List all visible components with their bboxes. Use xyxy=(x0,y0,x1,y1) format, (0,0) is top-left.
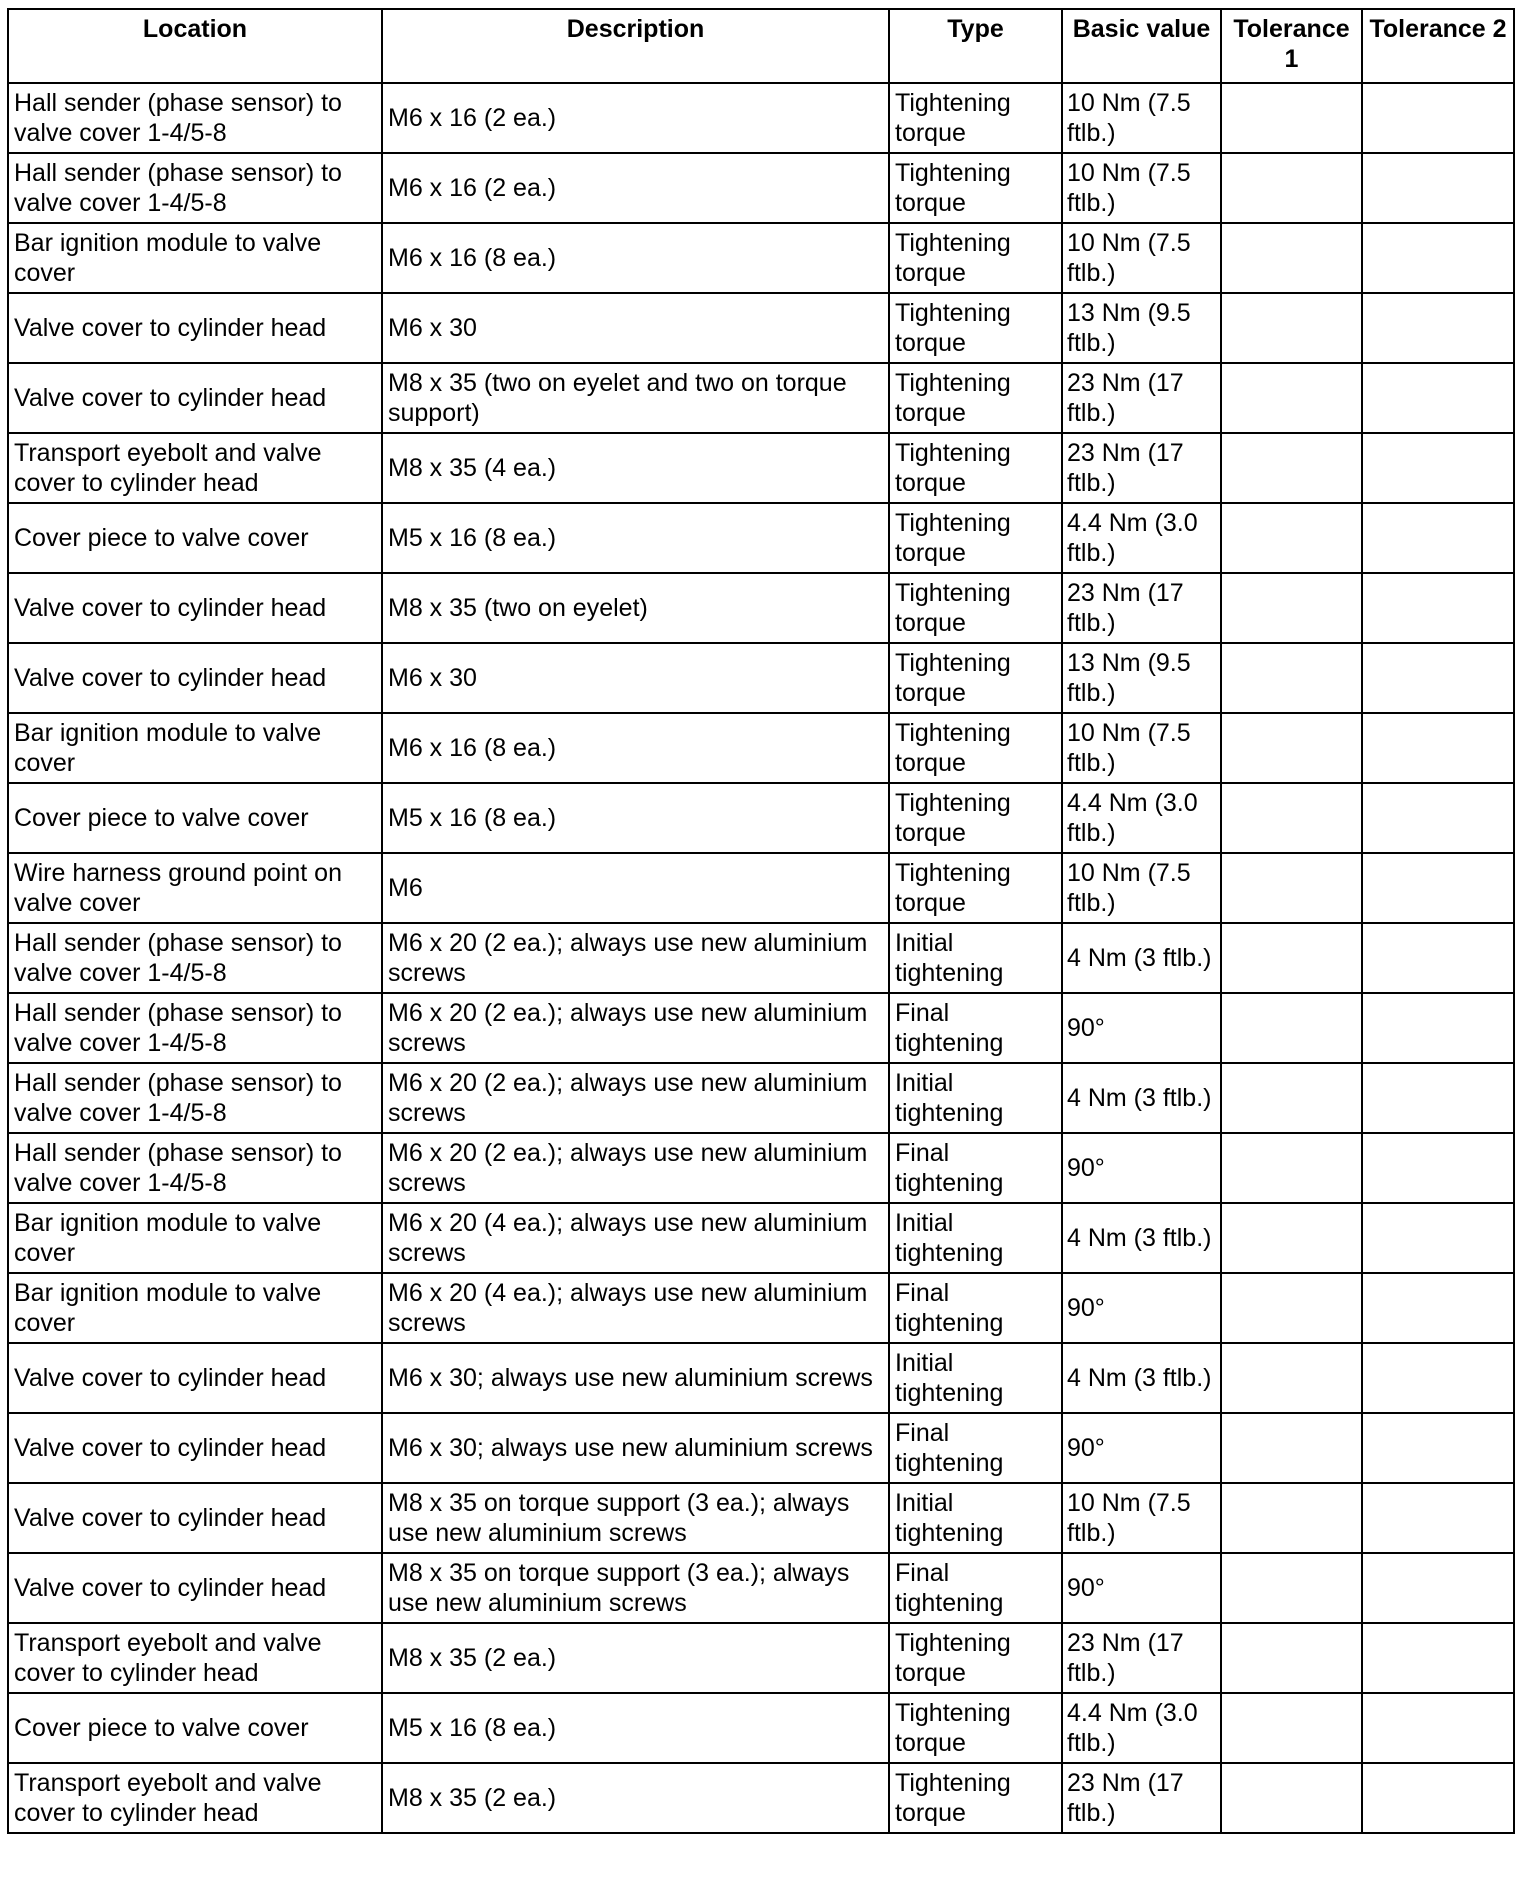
description-cell: M6 x 16 (8 ea.) xyxy=(382,223,889,293)
location-cell: Valve cover to cylinder head xyxy=(8,643,382,713)
location-cell: Transport eyebolt and valve cover to cylinder head xyxy=(8,433,382,503)
type-cell: Final tightening xyxy=(889,1413,1062,1483)
location-cell: Hall sender (phase sensor) to valve cover 1-4/5-8 xyxy=(8,923,382,993)
table-row xyxy=(8,363,1514,433)
type-cell: Tightening torque xyxy=(889,83,1062,153)
tolerance-1-cell xyxy=(1221,573,1362,643)
description-cell: M6 x 16 (8 ea.) xyxy=(382,713,889,783)
type-cell: Final tightening xyxy=(889,993,1062,1063)
description-cell: M6 x 20 (2 ea.); always use new aluminium screws xyxy=(382,1133,889,1203)
description-cell: M6 x 30; always use new aluminium screws xyxy=(382,1413,889,1483)
type-cell: Initial tightening xyxy=(889,1343,1062,1413)
tolerance-2-cell xyxy=(1362,573,1514,643)
basic-value-cell: 4 Nm (3 ftlb.) xyxy=(1062,1343,1221,1413)
tolerance-1-cell xyxy=(1221,1623,1362,1693)
type-cell: Tightening torque xyxy=(889,363,1062,433)
description-cell: M6 x 20 (2 ea.); always use new aluminium screws xyxy=(382,1063,889,1133)
description-cell: M6 xyxy=(382,853,889,923)
type-cell: Initial tightening xyxy=(889,923,1062,993)
header-tolerance-2: Tolerance 2 xyxy=(1362,9,1514,83)
basic-value-cell: 23 Nm (17 ftlb.) xyxy=(1062,1623,1221,1693)
location-cell: Bar ignition module to valve cover xyxy=(8,713,382,783)
tolerance-2-cell xyxy=(1362,783,1514,853)
location-cell: Bar ignition module to valve cover xyxy=(8,223,382,293)
tolerance-2-cell xyxy=(1362,433,1514,503)
type-cell: Initial tightening xyxy=(889,1203,1062,1273)
location-cell: Valve cover to cylinder head xyxy=(8,1553,382,1623)
header-description: Description xyxy=(382,9,889,83)
tolerance-1-cell xyxy=(1221,923,1362,993)
table-row xyxy=(8,503,1514,573)
description-cell: M6 x 20 (2 ea.); always use new aluminium screws xyxy=(382,923,889,993)
tolerance-2-cell xyxy=(1362,1063,1514,1133)
table-header-row xyxy=(8,9,1514,83)
tolerance-1-cell xyxy=(1221,1203,1362,1273)
tolerance-2-cell xyxy=(1362,643,1514,713)
basic-value-cell: 90° xyxy=(1062,993,1221,1063)
table-row xyxy=(8,713,1514,783)
header-tolerance-1: Tolerance 1 xyxy=(1221,9,1362,83)
tolerance-2-cell xyxy=(1362,923,1514,993)
table-row xyxy=(8,1763,1514,1833)
tolerance-1-cell xyxy=(1221,1413,1362,1483)
tolerance-1-cell xyxy=(1221,783,1362,853)
description-cell: M5 x 16 (8 ea.) xyxy=(382,1693,889,1763)
basic-value-cell: 90° xyxy=(1062,1553,1221,1623)
location-cell: Transport eyebolt and valve cover to cylinder head xyxy=(8,1763,382,1833)
tolerance-1-cell xyxy=(1221,1343,1362,1413)
table-row xyxy=(8,923,1514,993)
tolerance-2-cell xyxy=(1362,1693,1514,1763)
type-cell: Tightening torque xyxy=(889,643,1062,713)
basic-value-cell: 4 Nm (3 ftlb.) xyxy=(1062,1203,1221,1273)
tolerance-2-cell xyxy=(1362,1553,1514,1623)
tolerance-1-cell xyxy=(1221,853,1362,923)
location-cell: Valve cover to cylinder head xyxy=(8,1343,382,1413)
table-row xyxy=(8,1623,1514,1693)
basic-value-cell: 4.4 Nm (3.0 ftlb.) xyxy=(1062,1693,1221,1763)
description-cell: M6 x 20 (4 ea.); always use new aluminium screws xyxy=(382,1273,889,1343)
tolerance-2-cell xyxy=(1362,1273,1514,1343)
description-cell: M8 x 35 (two on eyelet) xyxy=(382,573,889,643)
tolerance-1-cell xyxy=(1221,1553,1362,1623)
location-cell: Valve cover to cylinder head xyxy=(8,293,382,363)
tolerance-2-cell xyxy=(1362,1133,1514,1203)
tolerance-1-cell xyxy=(1221,83,1362,153)
basic-value-cell: 13 Nm (9.5 ftlb.) xyxy=(1062,293,1221,363)
description-cell: M5 x 16 (8 ea.) xyxy=(382,503,889,573)
tolerance-1-cell xyxy=(1221,1763,1362,1833)
type-cell: Initial tightening xyxy=(889,1063,1062,1133)
type-cell: Tightening torque xyxy=(889,1623,1062,1693)
basic-value-cell: 10 Nm (7.5 ftlb.) xyxy=(1062,83,1221,153)
type-cell: Initial tightening xyxy=(889,1483,1062,1553)
description-cell: M6 x 20 (4 ea.); always use new aluminium screws xyxy=(382,1203,889,1273)
basic-value-cell: 4.4 Nm (3.0 ftlb.) xyxy=(1062,503,1221,573)
description-cell: M6 x 30 xyxy=(382,643,889,713)
basic-value-cell: 10 Nm (7.5 ftlb.) xyxy=(1062,223,1221,293)
tolerance-2-cell xyxy=(1362,1623,1514,1693)
basic-value-cell: 10 Nm (7.5 ftlb.) xyxy=(1062,713,1221,783)
type-cell: Final tightening xyxy=(889,1553,1062,1623)
basic-value-cell: 10 Nm (7.5 ftlb.) xyxy=(1062,1483,1221,1553)
tolerance-2-cell xyxy=(1362,503,1514,573)
table-row xyxy=(8,1483,1514,1553)
table-row xyxy=(8,783,1514,853)
tolerance-2-cell xyxy=(1362,363,1514,433)
basic-value-cell: 10 Nm (7.5 ftlb.) xyxy=(1062,153,1221,223)
tolerance-1-cell xyxy=(1221,993,1362,1063)
type-cell: Tightening torque xyxy=(889,713,1062,783)
location-cell: Hall sender (phase sensor) to valve cover 1-4/5-8 xyxy=(8,1063,382,1133)
table-row xyxy=(8,1133,1514,1203)
table-row xyxy=(8,993,1514,1063)
type-cell: Final tightening xyxy=(889,1273,1062,1343)
location-cell: Wire harness ground point on valve cover xyxy=(8,853,382,923)
type-cell: Tightening torque xyxy=(889,853,1062,923)
description-cell: M6 x 30 xyxy=(382,293,889,363)
tolerance-2-cell xyxy=(1362,993,1514,1063)
description-cell: M8 x 35 on torque support (3 ea.); always use new aluminium screws xyxy=(382,1483,889,1553)
tolerance-2-cell xyxy=(1362,1343,1514,1413)
tolerance-1-cell xyxy=(1221,363,1362,433)
location-cell: Hall sender (phase sensor) to valve cover 1-4/5-8 xyxy=(8,1133,382,1203)
table-row xyxy=(8,1553,1514,1623)
tolerance-1-cell xyxy=(1221,223,1362,293)
description-cell: M6 x 20 (2 ea.); always use new aluminium screws xyxy=(382,993,889,1063)
description-cell: M8 x 35 (two on eyelet and two on torque support) xyxy=(382,363,889,433)
location-cell: Cover piece to valve cover xyxy=(8,1693,382,1763)
tolerance-2-cell xyxy=(1362,1763,1514,1833)
type-cell: Tightening torque xyxy=(889,293,1062,363)
tolerance-2-cell xyxy=(1362,223,1514,293)
basic-value-cell: 23 Nm (17 ftlb.) xyxy=(1062,433,1221,503)
location-cell: Hall sender (phase sensor) to valve cover 1-4/5-8 xyxy=(8,83,382,153)
table-row xyxy=(8,1343,1514,1413)
location-cell: Hall sender (phase sensor) to valve cover 1-4/5-8 xyxy=(8,993,382,1063)
header-basic-value: Basic value xyxy=(1062,9,1221,83)
table-row xyxy=(8,643,1514,713)
description-cell: M6 x 30; always use new aluminium screws xyxy=(382,1343,889,1413)
basic-value-cell: 4.4 Nm (3.0 ftlb.) xyxy=(1062,783,1221,853)
type-cell: Tightening torque xyxy=(889,153,1062,223)
table-row xyxy=(8,1693,1514,1763)
description-cell: M8 x 35 (2 ea.) xyxy=(382,1763,889,1833)
table-row xyxy=(8,1203,1514,1273)
type-cell: Tightening torque xyxy=(889,223,1062,293)
tolerance-1-cell xyxy=(1221,713,1362,783)
type-cell: Tightening torque xyxy=(889,783,1062,853)
location-cell: Valve cover to cylinder head xyxy=(8,573,382,643)
table-row xyxy=(8,153,1514,223)
type-cell: Tightening torque xyxy=(889,573,1062,643)
table-row xyxy=(8,433,1514,503)
basic-value-cell: 4 Nm (3 ftlb.) xyxy=(1062,1063,1221,1133)
basic-value-cell: 90° xyxy=(1062,1133,1221,1203)
table-row xyxy=(8,1273,1514,1343)
description-cell: M8 x 35 on torque support (3 ea.); always use new aluminium screws xyxy=(382,1553,889,1623)
type-cell: Tightening torque xyxy=(889,503,1062,573)
table-row xyxy=(8,83,1514,153)
tolerance-1-cell xyxy=(1221,1483,1362,1553)
tolerance-2-cell xyxy=(1362,83,1514,153)
tolerance-2-cell xyxy=(1362,1203,1514,1273)
tolerance-2-cell xyxy=(1362,1483,1514,1553)
location-cell: Bar ignition module to valve cover xyxy=(8,1203,382,1273)
location-cell: Valve cover to cylinder head xyxy=(8,1413,382,1483)
basic-value-cell: 23 Nm (17 ftlb.) xyxy=(1062,1763,1221,1833)
basic-value-cell: 13 Nm (9.5 ftlb.) xyxy=(1062,643,1221,713)
location-cell: Cover piece to valve cover xyxy=(8,503,382,573)
table-row xyxy=(8,1413,1514,1483)
tolerance-2-cell xyxy=(1362,1413,1514,1483)
basic-value-cell: 4 Nm (3 ftlb.) xyxy=(1062,923,1221,993)
location-cell: Bar ignition module to valve cover xyxy=(8,1273,382,1343)
basic-value-cell: 90° xyxy=(1062,1413,1221,1483)
table-row xyxy=(8,1063,1514,1133)
tolerance-1-cell xyxy=(1221,643,1362,713)
table-row xyxy=(8,293,1514,363)
tolerance-1-cell xyxy=(1221,293,1362,363)
description-cell: M8 x 35 (4 ea.) xyxy=(382,433,889,503)
description-cell: M6 x 16 (2 ea.) xyxy=(382,153,889,223)
tolerance-1-cell xyxy=(1221,433,1362,503)
tolerance-2-cell xyxy=(1362,293,1514,363)
basic-value-cell: 23 Nm (17 ftlb.) xyxy=(1062,573,1221,643)
table-row xyxy=(8,573,1514,643)
location-cell: Hall sender (phase sensor) to valve cover 1-4/5-8 xyxy=(8,153,382,223)
tolerance-1-cell xyxy=(1221,153,1362,223)
tolerance-1-cell xyxy=(1221,1693,1362,1763)
basic-value-cell: 23 Nm (17 ftlb.) xyxy=(1062,363,1221,433)
torque-specification-table xyxy=(7,8,1515,1834)
tolerance-2-cell xyxy=(1362,153,1514,223)
description-cell: M6 x 16 (2 ea.) xyxy=(382,83,889,153)
location-cell: Valve cover to cylinder head xyxy=(8,1483,382,1553)
tolerance-1-cell xyxy=(1221,503,1362,573)
table-body xyxy=(8,83,1514,1833)
tolerance-2-cell xyxy=(1362,853,1514,923)
type-cell: Tightening torque xyxy=(889,1693,1062,1763)
tolerance-1-cell xyxy=(1221,1063,1362,1133)
tolerance-1-cell xyxy=(1221,1133,1362,1203)
type-cell: Tightening torque xyxy=(889,433,1062,503)
location-cell: Cover piece to valve cover xyxy=(8,783,382,853)
tolerance-2-cell xyxy=(1362,713,1514,783)
header-location: Location xyxy=(8,9,382,83)
tolerance-1-cell xyxy=(1221,1273,1362,1343)
type-cell: Tightening torque xyxy=(889,1763,1062,1833)
basic-value-cell: 10 Nm (7.5 ftlb.) xyxy=(1062,853,1221,923)
type-cell: Final tightening xyxy=(889,1133,1062,1203)
basic-value-cell: 90° xyxy=(1062,1273,1221,1343)
table-row xyxy=(8,223,1514,293)
table-row xyxy=(8,853,1514,923)
description-cell: M5 x 16 (8 ea.) xyxy=(382,783,889,853)
header-type: Type xyxy=(889,9,1062,83)
location-cell: Valve cover to cylinder head xyxy=(8,363,382,433)
location-cell: Transport eyebolt and valve cover to cylinder head xyxy=(8,1623,382,1693)
description-cell: M8 x 35 (2 ea.) xyxy=(382,1623,889,1693)
